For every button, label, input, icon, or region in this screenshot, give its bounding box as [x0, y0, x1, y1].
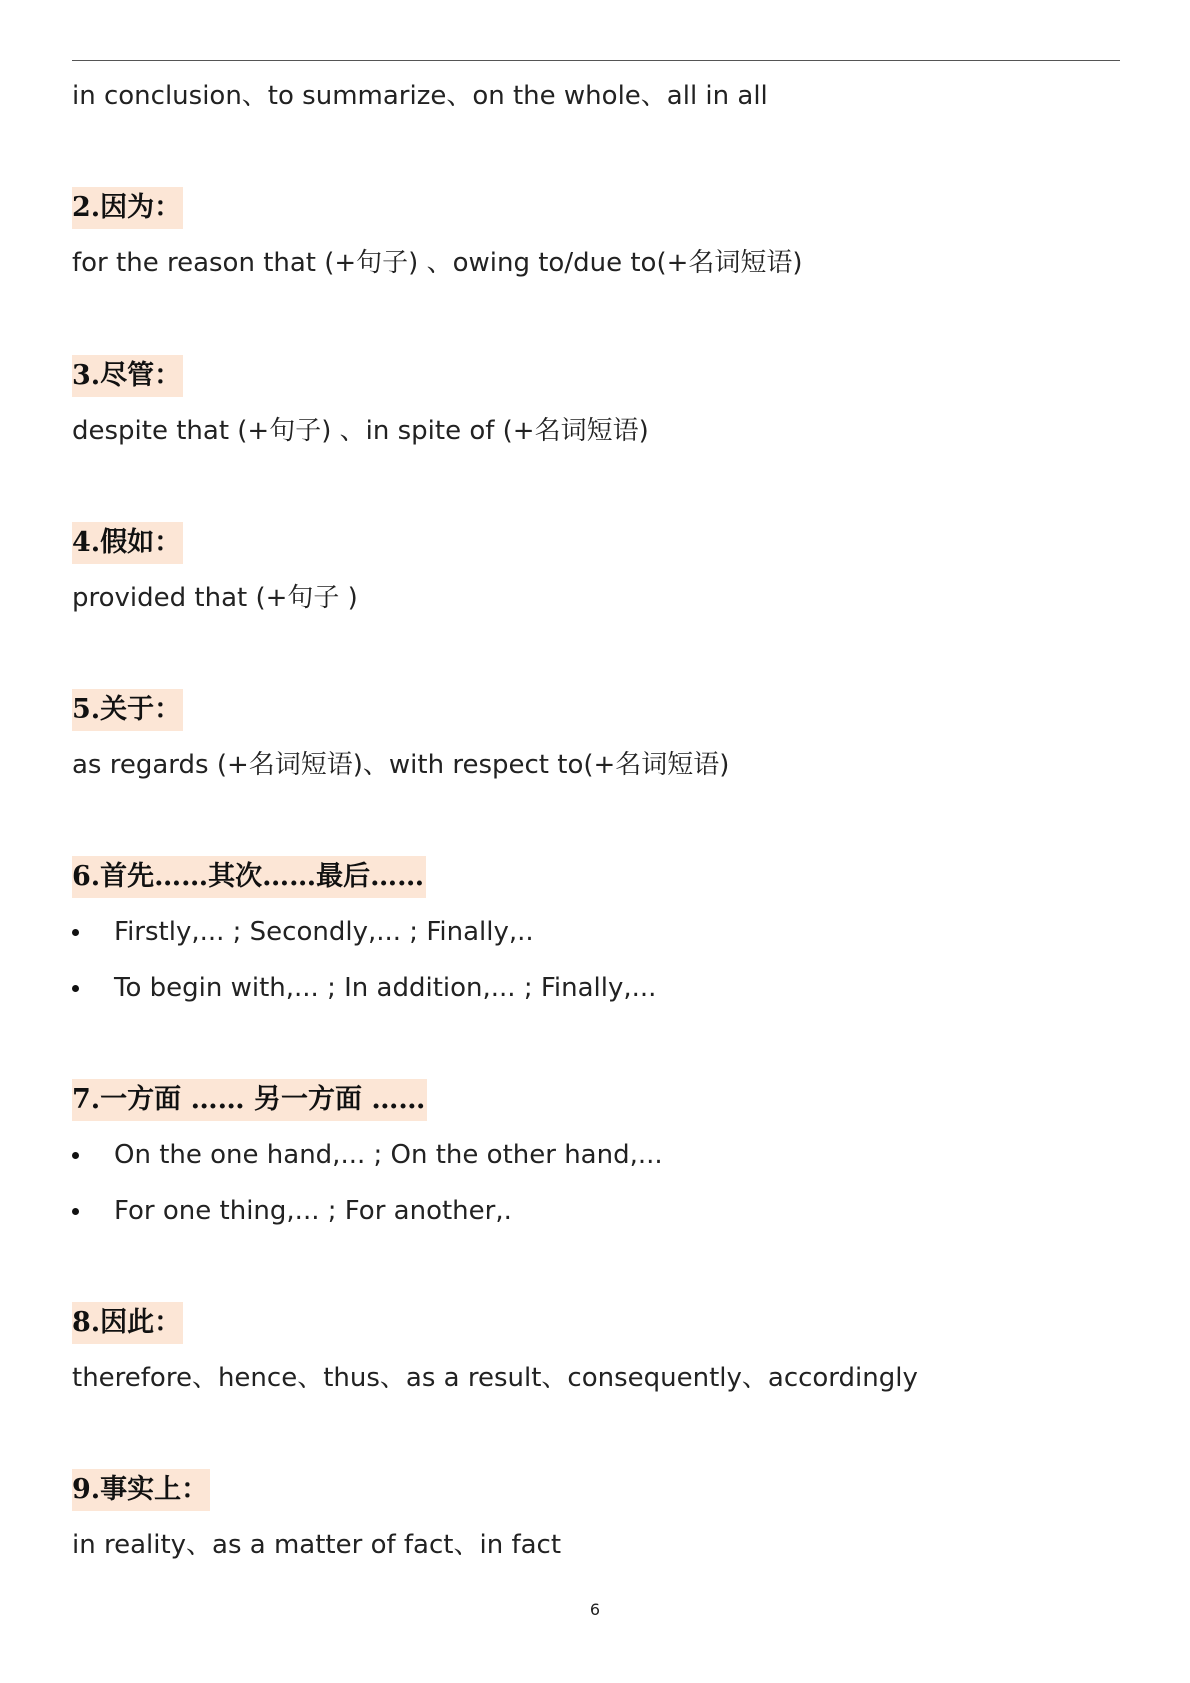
heading-one-hand	[72, 1079, 429, 1119]
heading-because	[72, 187, 185, 227]
bullet-icon	[72, 1208, 79, 1215]
intro-line: in conclusion、to summarize、on the whole、all in all	[72, 81, 768, 111]
bullet-icon	[72, 985, 79, 992]
heading-if-text: 4.假如：	[72, 522, 183, 564]
heading-in-fact-text: 9.事实上：	[72, 1469, 210, 1511]
heading-because-text: 2.因为：	[72, 187, 183, 229]
list-item-text: Firstly,... ; Secondly,... ; Finally,..	[114, 917, 534, 947]
line-if: provided that (+句子 )	[72, 583, 358, 613]
line-therefore: therefore、hence、thus、as a result、consequently、accordingly	[72, 1363, 918, 1393]
heading-although-text: 3.尽管：	[72, 355, 183, 397]
bullet-icon	[72, 929, 79, 936]
line-because: for the reason that (+句子) 、owing to/due to(+名词短语)	[72, 248, 803, 278]
line-although: despite that (+句子) 、in spite of (+名词短语)	[72, 416, 649, 446]
list-item-text: To begin with,... ; In addition,... ; Finally,...	[114, 973, 657, 1003]
heading-regarding-text: 5.关于：	[72, 689, 183, 731]
heading-one-hand-text: 7.一方面 …… 另一方面 ……	[72, 1079, 427, 1121]
top-rule	[72, 60, 1120, 61]
heading-therefore	[72, 1302, 185, 1342]
heading-regarding	[72, 689, 185, 729]
line-regarding: as regards (+名词短语)、with respect to(+名词短语)	[72, 750, 730, 780]
heading-in-fact	[72, 1469, 212, 1509]
bullet-icon	[72, 1152, 79, 1159]
list-item-text: On the one hand,... ; On the other hand,...	[114, 1140, 663, 1170]
line-in-fact: in reality、as a matter of fact、in fact	[72, 1530, 562, 1560]
heading-therefore-text: 8.因此：	[72, 1302, 183, 1344]
heading-if	[72, 522, 185, 562]
list-item-text: For one thing,... ; For another,.	[114, 1196, 512, 1226]
heading-although	[72, 355, 185, 395]
heading-firstly	[72, 856, 428, 896]
page-number: 6	[589, 1600, 601, 1619]
heading-firstly-text: 6.首先……其次……最后……	[72, 856, 426, 898]
